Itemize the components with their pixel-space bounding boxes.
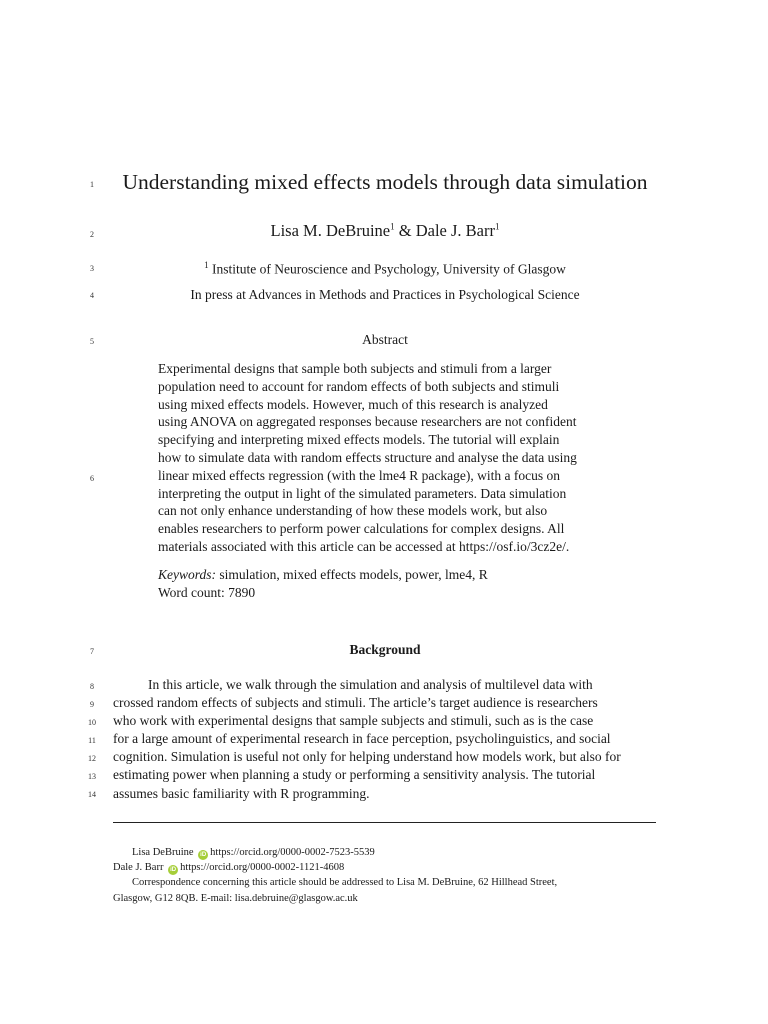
press-note: In press at Advances in Methods and Practices in Psychological Science [190, 287, 580, 302]
background-body [113, 676, 621, 803]
line-number: 10 [88, 718, 96, 727]
author-connector: & [394, 221, 416, 240]
keywords-text: simulation, mixed effects models, power, lme4, R [216, 567, 488, 582]
footnotes [113, 845, 557, 906]
abstract-heading: Abstract [362, 332, 408, 347]
author-note [113, 845, 557, 860]
line-number: 7 [90, 647, 94, 656]
footnote-rule [113, 822, 656, 823]
paper-title: Understanding mixed effects models through data simulation [122, 170, 648, 194]
keywords-label: Keywords: [158, 567, 216, 582]
line-number: 9 [90, 700, 94, 709]
abstract-line: interpreting the output in light of the simulated parameters. Data simulation [158, 485, 567, 501]
line-number: 11 [88, 736, 96, 745]
line-number: 8 [90, 682, 94, 691]
line-number: 13 [88, 772, 96, 781]
correspondence-line: Correspondence concerning this article should be addressed to Lisa M. DeBruine, 62 Hillhead Street, [132, 877, 558, 889]
line-number: 4 [90, 291, 94, 300]
line-number: 1 [90, 180, 94, 189]
author-name: Lisa DeBruine [132, 847, 194, 858]
word-count: Word count: 7890 [158, 584, 256, 600]
body-line: who work with experimental designs that sample subjects and stimuli, such as is the case [113, 713, 594, 729]
keywords-block [158, 566, 488, 602]
orcid-link[interactable]: https://orcid.org/0000-0002-7523-5539 [210, 847, 375, 858]
affiliation-text: Institute of Neuroscience and Psychology, University of Glasgow [208, 261, 566, 277]
affiliation-marker: 1 [390, 221, 395, 232]
affiliation-marker: 1 [494, 221, 500, 232]
body-line: estimating power when planning a study or performing a sensitivity analysis. The tutorial [113, 767, 596, 783]
line-number: 3 [90, 264, 94, 273]
abstract-line: using mixed effects models. However, much of this research is analyzed [158, 396, 548, 412]
orcid-icon: iD [170, 867, 177, 874]
body-line: crossed random effects of subjects and stimuli. The article’s target audience is researchers [113, 695, 598, 711]
author-name: Dale J. Barr [113, 862, 164, 874]
abstract-line: specifying and interpreting mixed effects models. The tutorial will explain [158, 432, 560, 448]
abstract-line: can not only enhance understanding of how these models work, but also [158, 503, 548, 519]
abstract-body [158, 360, 577, 556]
abstract-line: population need to account for random effects of both subjects and stimuli [158, 378, 560, 394]
line-number: 2 [90, 230, 94, 239]
author-name: Dale J. Barr [415, 221, 495, 240]
body-line: assumes basic familiarity with R programming. [113, 785, 370, 801]
line-number: 6 [90, 474, 94, 483]
abstract-line: how to simulate data with random effects structure and analyse the data using [158, 449, 577, 465]
abstract-line: using ANOVA on aggregated responses because researchers are not confident [158, 414, 577, 430]
affiliation-marker: 1 [204, 260, 209, 270]
abstract-line: enables researchers to perform power calculations for complex designs. All [158, 521, 565, 537]
abstract-line: materials associated with this article can be accessed at https://osf.io/3cz2e/. [158, 538, 570, 554]
abstract-line: Experimental designs that sample both subjects and stimuli from a larger [158, 361, 552, 376]
abstract-line: linear mixed effects regression (with the lme4 R package), with a focus on [158, 467, 560, 483]
affiliation [110, 260, 660, 278]
orcid-link[interactable]: https://orcid.org/0000-0002-1121-4608 [180, 862, 345, 874]
line-number: 12 [88, 754, 96, 763]
author-note [113, 860, 557, 875]
correspondence-line: Glasgow, G12 8QB. E-mail: lisa.debruine@glasgow.ac.uk [113, 892, 358, 904]
author-name: Lisa M. DeBruine [270, 221, 391, 240]
body-line: cognition. Simulation is useful not only for helping understand how models work, but also for [113, 749, 621, 765]
author-line [110, 221, 660, 241]
body-line: for a large amount of experimental research in face perception, psycholinguistics, and social [113, 731, 611, 747]
line-number: 14 [88, 790, 96, 799]
line-number: 5 [90, 337, 94, 346]
section-heading: Background [349, 642, 421, 657]
orcid-icon: iD [200, 852, 207, 858]
body-line: In this article, we walk through the simulation and analysis of multilevel data with [148, 677, 593, 692]
